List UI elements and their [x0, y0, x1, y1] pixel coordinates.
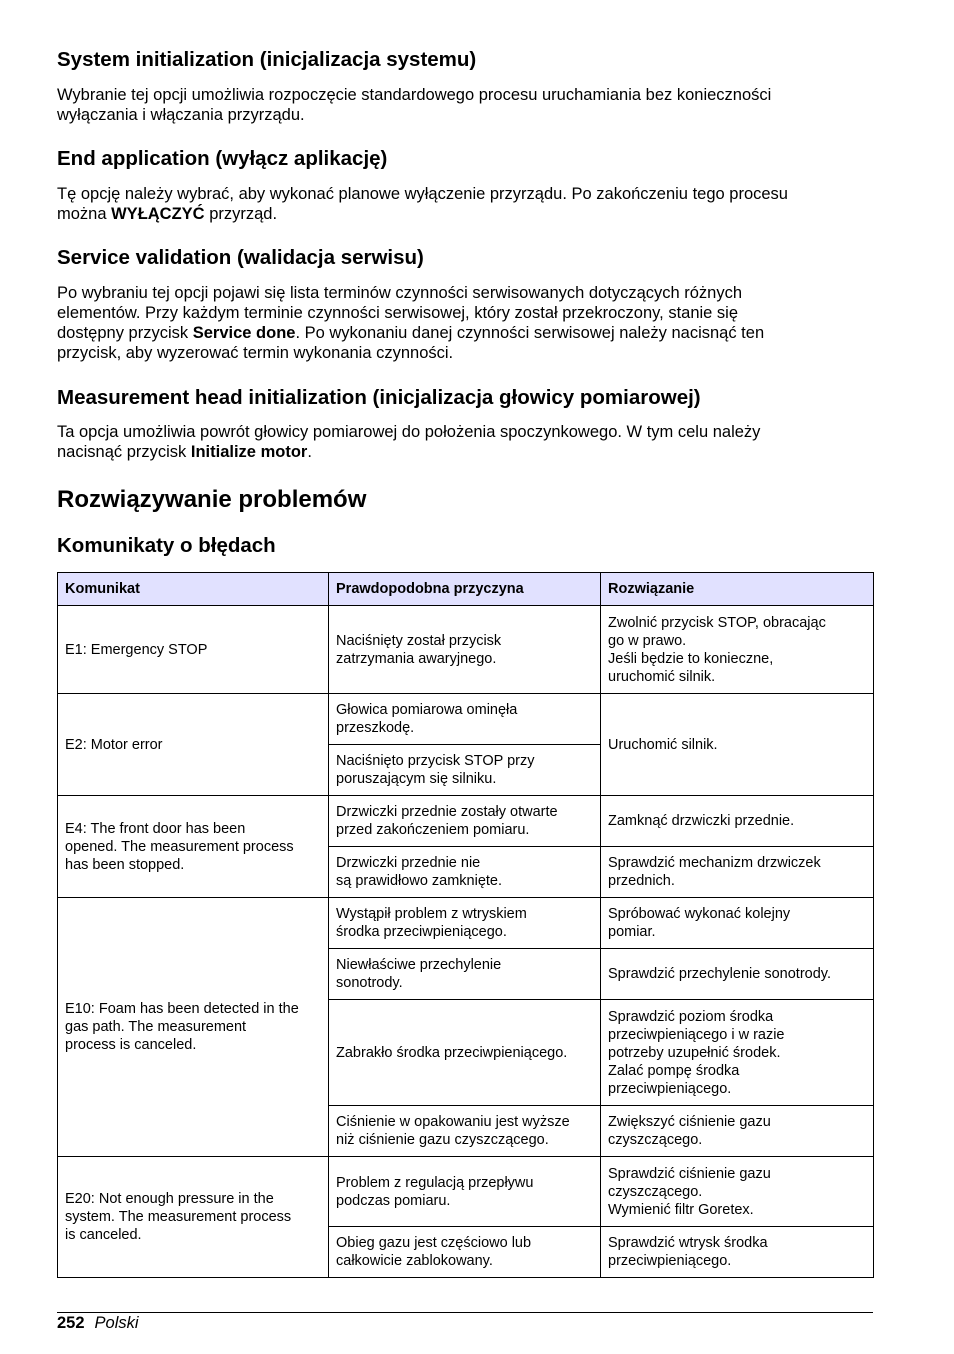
solution-cell: Zamknąć drzwiczki przednie. [601, 796, 874, 847]
table-row [58, 606, 874, 694]
cause-cell: Niewłaściwe przechylenie sonotrody. [329, 949, 601, 1000]
error-messages-table [57, 572, 874, 1278]
solution-cell: Zwolnić przycisk STOP, obracając go w prawo. Jeśli będzie to konieczne, uruchomić silnik. [601, 606, 874, 694]
section-title: Komunikaty o błędach [57, 534, 276, 557]
chapter-title: Rozwiązywanie problemów [57, 486, 367, 513]
paragraph-line: Ta opcja umożliwia powrót głowicy pomiarowej do położenia spoczynkowego. W tym celu należy [57, 423, 761, 441]
solution-cell: Sprawdzić poziom środka przeciwpieniącego i w razie potrzeby uzupełnić środek. Zalać pompę środka przeciwpieniącego. [601, 1000, 874, 1106]
error-message-cell: E4: The front door has been opened. The measurement process has been stopped. [58, 796, 329, 898]
error-message-cell: E2: Motor error [58, 694, 329, 796]
footer-language: Polski [94, 1314, 139, 1332]
cause-cell: Wystąpił problem z wtryskiem środka przeciwpieniącego. [329, 898, 601, 949]
table-row [58, 898, 874, 949]
paragraph-line: wyłączania i włączania przyrządu. [57, 106, 305, 124]
emphasis-text: WYŁĄCZYĆ [111, 205, 205, 223]
paragraph-line: elementów. Przy każdym terminie czynności serwisowej, który został przekroczony, stanie się [57, 304, 739, 322]
solution-cell: Spróbować wykonać kolejny pomiar. [601, 898, 874, 949]
page-footer [57, 1313, 139, 1333]
paragraph-text: nacisnąć przycisk [57, 443, 191, 461]
error-message-cell: E20: Not enough pressure in the system. The measurement process is canceled. [58, 1157, 329, 1278]
section-heading-system-initialization: System initialization (inicjalizacja systemu) [57, 48, 477, 71]
paragraph-service-validation [57, 283, 873, 363]
table-header-row [58, 573, 874, 606]
column-header-message: Komunikat [58, 573, 329, 606]
cause-cell: Głowica pomiarowa ominęła przeszkodę. [329, 694, 601, 745]
paragraph-measurement-head [57, 422, 873, 462]
table-row [58, 796, 874, 847]
page-number: 252 [57, 1314, 85, 1332]
section-heading-service-validation: Service validation (walidacja serwisu) [57, 246, 424, 269]
emphasis-text: Service done [192, 324, 296, 342]
solution-cell: Zwiększyć ciśnienie gazu czyszczącego. [601, 1106, 874, 1157]
cause-cell: Obieg gazu jest częściowo lub całkowicie zablokowany. [329, 1227, 601, 1278]
footer-divider [57, 1312, 873, 1313]
section-heading-measurement-head: Measurement head initialization (inicjalizacja głowicy pomiarowej) [57, 386, 701, 409]
table-row [58, 694, 874, 745]
column-header-cause: Prawdopodobna przyczyna [329, 573, 601, 606]
cause-cell: Naciśnięto przycisk STOP przy poruszającym się silniku. [329, 745, 601, 796]
section-heading-end-application: End application (wyłącz aplikację) [57, 147, 388, 170]
emphasis-text: Initialize motor [190, 443, 308, 461]
solution-cell: Sprawdzić mechanizm drzwiczek przednich. [601, 847, 874, 898]
paragraph-line: Tę opcję należy wybrać, aby wykonać planowe wyłączenie przyrządu. Po zakończeniu tego procesu [57, 185, 788, 203]
error-message-cell: E10: Foam has been detected in the gas path. The measurement process is canceled. [58, 898, 329, 1157]
error-message-cell: E1: Emergency STOP [58, 606, 329, 694]
cause-cell: Ciśnienie w opakowaniu jest wyższe niż ciśnienie gazu czyszczącego. [329, 1106, 601, 1157]
column-header-solution: Rozwiązanie [601, 573, 874, 606]
paragraph-text: można [57, 205, 112, 223]
paragraph-text: . Po wykonaniu danej czynności serwisowej należy nacisnąć ten [295, 324, 765, 342]
table-row [58, 1157, 874, 1227]
cause-cell: Drzwiczki przednie zostały otwarte przed zakończeniem pomiaru. [329, 796, 601, 847]
cause-cell: Drzwiczki przednie nie są prawidłowo zamknięte. [329, 847, 601, 898]
paragraph-line: Po wybraniu tej opcji pojawi się lista terminów czynności serwisowanych dotyczących różnych [57, 284, 743, 302]
paragraph-text: dostępny przycisk [57, 324, 193, 342]
solution-cell: Sprawdzić wtrysk środka przeciwpieniącego. [601, 1227, 874, 1278]
paragraph-end-application [57, 184, 873, 224]
cause-cell: Naciśnięty został przycisk zatrzymania awaryjnego. [329, 606, 601, 694]
paragraph-line: Wybranie tej opcji umożliwia rozpoczęcie standardowego procesu uruchamiania bez konieczności [57, 86, 772, 104]
paragraph-system-initialization [57, 85, 873, 125]
cause-cell: Zabrakło środka przeciwpieniącego. [329, 1000, 601, 1106]
solution-cell: Sprawdzić ciśnienie gazu czyszczącego. Wymienić filtr Goretex. [601, 1157, 874, 1227]
paragraph-line: przycisk, aby wyzerować termin wykonania czynności. [57, 344, 454, 362]
solution-cell: Sprawdzić przechylenie sonotrody. [601, 949, 874, 1000]
solution-cell: Uruchomić silnik. [601, 694, 874, 796]
paragraph-text: . [307, 443, 312, 461]
paragraph-text: przyrząd. [204, 205, 278, 223]
cause-cell: Problem z regulacją przepływu podczas pomiaru. [329, 1157, 601, 1227]
